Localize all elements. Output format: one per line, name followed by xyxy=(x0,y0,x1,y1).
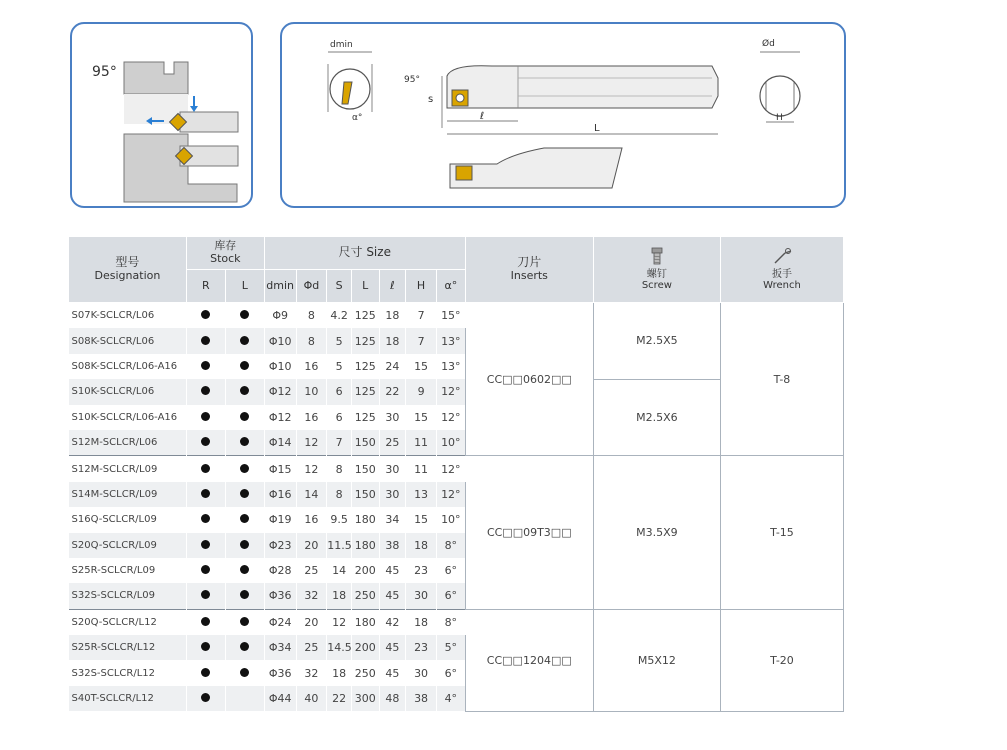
alpha-cell: 6° xyxy=(436,558,465,583)
in-stock-dot xyxy=(240,412,249,421)
in-stock-dot xyxy=(201,336,210,345)
designation-cell: S07K-SCLCR/L06 xyxy=(69,303,187,329)
size-header-title: 尺寸 Size xyxy=(338,245,391,260)
wrench-cell: T-20 xyxy=(720,609,843,711)
L-cell: 125 xyxy=(351,328,379,353)
stock-r-cell xyxy=(186,686,225,711)
designation-cell: S32S-SCLCR/L12 xyxy=(69,660,187,685)
H-col-header: H xyxy=(406,270,437,303)
H-cell: 30 xyxy=(406,583,437,609)
H-cell: 15 xyxy=(406,507,437,532)
designation-cell: S20Q-SCLCR/L09 xyxy=(69,533,187,558)
in-stock-dot xyxy=(240,668,249,677)
stock-l-cell xyxy=(225,354,264,379)
stock-l-cell xyxy=(225,533,264,558)
s-cell: 6 xyxy=(327,379,352,404)
table-row xyxy=(69,609,844,635)
stock-r-cell xyxy=(186,558,225,583)
s-cell: 6 xyxy=(327,405,352,430)
H-cell: 23 xyxy=(406,635,437,660)
dmin-cell: Φ36 xyxy=(264,583,296,609)
dmin-cell: Φ10 xyxy=(264,328,296,353)
l-cell: 45 xyxy=(379,660,406,685)
wrench-header xyxy=(720,237,843,303)
L-cell: 300 xyxy=(351,686,379,711)
dmin-cell: Φ16 xyxy=(264,482,296,507)
in-stock-dot xyxy=(240,464,249,473)
designation-cell: S12M-SCLCR/L09 xyxy=(69,456,187,482)
d-cell: 32 xyxy=(296,660,327,685)
l-cell: 22 xyxy=(379,379,406,404)
stock-l-cell xyxy=(225,609,264,635)
alpha-cell: 13° xyxy=(436,328,465,353)
s-cell: 14.5 xyxy=(327,635,352,660)
alpha-cell: 12° xyxy=(436,405,465,430)
L-cell: 250 xyxy=(351,660,379,685)
designation-cell: S16Q-SCLCR/L09 xyxy=(69,507,187,532)
boring-bar-illustration xyxy=(72,24,255,210)
in-stock-dot xyxy=(240,386,249,395)
d-cell: 14 xyxy=(296,482,327,507)
designation-cell: S12M-SCLCR/L06 xyxy=(69,430,187,456)
L-cell: 125 xyxy=(351,303,379,329)
dmin-cell: Φ28 xyxy=(264,558,296,583)
stock-l-cell xyxy=(225,660,264,685)
designation-cell: S08K-SCLCR/L06 xyxy=(69,328,187,353)
in-stock-dot xyxy=(240,590,249,599)
l-cell: 18 xyxy=(379,328,406,353)
s-cell: 4.2 xyxy=(327,303,352,329)
in-stock-dot xyxy=(201,565,210,574)
s-cell: 11.5 xyxy=(327,533,352,558)
l-cell: 30 xyxy=(379,456,406,482)
in-stock-dot xyxy=(201,386,210,395)
H-cell: 11 xyxy=(406,430,437,456)
wrench-header-cn: 扳手 xyxy=(771,268,792,280)
designation-header-cn: 型号 xyxy=(115,255,140,270)
L-cell: 200 xyxy=(351,558,379,583)
L-cell: 150 xyxy=(351,482,379,507)
in-stock-dot xyxy=(201,642,210,651)
H-cell: 18 xyxy=(406,609,437,635)
dmin-label: dmin xyxy=(330,40,353,50)
in-stock-dot xyxy=(201,361,210,370)
in-stock-dot xyxy=(240,617,249,626)
H-cell: 15 xyxy=(406,354,437,379)
H-cell: 9 xyxy=(406,379,437,404)
screw-icon xyxy=(651,247,663,265)
in-stock-dot xyxy=(201,540,210,549)
dmin-col-header: dmin xyxy=(264,270,296,303)
in-stock-dot xyxy=(201,412,210,421)
dmin-cell: Φ12 xyxy=(264,379,296,404)
in-stock-dot xyxy=(240,361,249,370)
d-label: Ød xyxy=(762,39,775,49)
s-cell: 14 xyxy=(327,558,352,583)
H-cell: 13 xyxy=(406,482,437,507)
stock-r-cell xyxy=(186,660,225,685)
alpha-cell: 12° xyxy=(436,456,465,482)
H-cell: 15 xyxy=(406,405,437,430)
l-cell: 24 xyxy=(379,354,406,379)
d-cell: 20 xyxy=(296,533,327,558)
L-cell: 250 xyxy=(351,583,379,609)
designation-cell: S32S-SCLCR/L09 xyxy=(69,583,187,609)
designation-cell: S08K-SCLCR/L06-A16 xyxy=(69,354,187,379)
L-cell: 125 xyxy=(351,354,379,379)
d-cell: 8 xyxy=(296,303,327,329)
dmin-cell: Φ44 xyxy=(264,686,296,711)
H-cell: 23 xyxy=(406,558,437,583)
l-cell: 45 xyxy=(379,635,406,660)
dmin-cell: Φ23 xyxy=(264,533,296,558)
d-cell: 12 xyxy=(296,430,327,456)
designation-cell: S20Q-SCLCR/L12 xyxy=(69,609,187,635)
d-col-header: Φd xyxy=(296,270,327,303)
L-cell: 180 xyxy=(351,533,379,558)
stock-r-header: R xyxy=(186,270,225,303)
wrench-icon xyxy=(771,247,793,265)
insert-cell: CC□□09T3□□ xyxy=(465,456,593,609)
stock-l-cell xyxy=(225,583,264,609)
size-header xyxy=(264,237,465,270)
dmin-cell: Φ24 xyxy=(264,609,296,635)
in-stock-dot xyxy=(201,514,210,523)
stock-r-cell xyxy=(186,533,225,558)
in-stock-dot xyxy=(240,514,249,523)
L-cell: 150 xyxy=(351,430,379,456)
d-cell: 16 xyxy=(296,354,327,379)
stock-l-cell xyxy=(225,482,264,507)
machining-illustration-panel xyxy=(70,22,253,208)
alpha-cell: 10° xyxy=(436,507,465,532)
l-label: ℓ xyxy=(480,111,485,122)
designation-cell: S14M-SCLCR/L09 xyxy=(69,482,187,507)
in-stock-dot xyxy=(240,437,249,446)
stock-l-cell xyxy=(225,430,264,456)
d-cell: 12 xyxy=(296,456,327,482)
inserts-header-en: Inserts xyxy=(510,269,548,283)
alpha-cell: 12° xyxy=(436,379,465,404)
H-cell: 11 xyxy=(406,456,437,482)
stock-l-cell xyxy=(225,405,264,430)
inserts-header xyxy=(465,237,593,303)
stock-r-cell xyxy=(186,405,225,430)
s-cell: 22 xyxy=(327,686,352,711)
alpha-cell: 8° xyxy=(436,609,465,635)
s-cell: 18 xyxy=(327,583,352,609)
L-label: L xyxy=(594,123,600,134)
d-cell: 16 xyxy=(296,405,327,430)
table-row xyxy=(69,303,844,329)
alpha-cell: 8° xyxy=(436,533,465,558)
in-stock-dot xyxy=(240,565,249,574)
l-cell: 30 xyxy=(379,405,406,430)
screw-header-en: Screw xyxy=(641,280,672,292)
s-cell: 7 xyxy=(327,430,352,456)
H-label: H xyxy=(776,113,783,123)
stock-header-en: Stock xyxy=(210,252,241,265)
l-cell: 38 xyxy=(379,533,406,558)
l-col-header: ℓ xyxy=(379,270,406,303)
in-stock-dot xyxy=(201,464,210,473)
l-cell: 30 xyxy=(379,482,406,507)
stock-r-cell xyxy=(186,609,225,635)
L-col-header: L xyxy=(351,270,379,303)
in-stock-dot xyxy=(240,642,249,651)
screw-cell: M3.5X9 xyxy=(593,456,720,609)
H-cell: 7 xyxy=(406,328,437,353)
angle-label: 95° xyxy=(92,64,117,80)
wrench-header-en: Wrench xyxy=(763,280,801,292)
L-cell: 200 xyxy=(351,635,379,660)
in-stock-dot xyxy=(240,540,249,549)
alpha-cell: 13° xyxy=(436,354,465,379)
stock-header-cn: 库存 xyxy=(214,239,237,253)
s-cell: 9.5 xyxy=(327,507,352,532)
dmin-cell: Φ12 xyxy=(264,405,296,430)
s-cell: 5 xyxy=(327,328,352,353)
designation-cell: S40T-SCLCR/L12 xyxy=(69,686,187,711)
angle-label-right: 95° xyxy=(404,75,420,85)
stock-header xyxy=(186,237,264,270)
designation-cell: S10K-SCLCR/L06-A16 xyxy=(69,405,187,430)
stock-r-cell xyxy=(186,379,225,404)
s-cell: 8 xyxy=(327,456,352,482)
H-cell: 18 xyxy=(406,533,437,558)
dmin-cell: Φ9 xyxy=(264,303,296,329)
in-stock-dot xyxy=(201,437,210,446)
d-cell: 20 xyxy=(296,609,327,635)
L-cell: 180 xyxy=(351,507,379,532)
in-stock-dot xyxy=(201,693,210,702)
wrench-cell: T-15 xyxy=(720,456,843,609)
in-stock-dot xyxy=(201,310,210,319)
stock-r-cell xyxy=(186,635,225,660)
alpha-cell: 6° xyxy=(436,583,465,609)
l-cell: 42 xyxy=(379,609,406,635)
stock-r-cell xyxy=(186,328,225,353)
screw-header-cn: 螺钉 xyxy=(646,268,667,280)
insert-cell: CC□□0602□□ xyxy=(465,303,593,456)
H-cell: 30 xyxy=(406,660,437,685)
stock-r-cell xyxy=(186,583,225,609)
stock-l-cell xyxy=(225,635,264,660)
stock-r-cell xyxy=(186,354,225,379)
designation-cell: S25R-SCLCR/L09 xyxy=(69,558,187,583)
l-cell: 45 xyxy=(379,583,406,609)
dmin-cell: Φ19 xyxy=(264,507,296,532)
s-cell: 18 xyxy=(327,660,352,685)
screw-cell: M5X12 xyxy=(593,609,720,711)
dimension-drawing-panel xyxy=(280,22,846,208)
H-cell: 38 xyxy=(406,686,437,711)
table-row xyxy=(69,456,844,482)
d-cell: 40 xyxy=(296,686,327,711)
alpha-label: α° xyxy=(352,113,363,123)
insert-cell: CC□□1204□□ xyxy=(465,609,593,711)
in-stock-dot xyxy=(201,489,210,498)
L-cell: 150 xyxy=(351,456,379,482)
l-cell: 18 xyxy=(379,303,406,329)
alpha-cell: 12° xyxy=(436,482,465,507)
in-stock-dot xyxy=(201,590,210,599)
in-stock-dot xyxy=(201,617,210,626)
L-cell: 125 xyxy=(351,405,379,430)
d-cell: 16 xyxy=(296,507,327,532)
dmin-cell: Φ14 xyxy=(264,430,296,456)
L-cell: 180 xyxy=(351,609,379,635)
stock-l-cell xyxy=(225,379,264,404)
stock-l-cell xyxy=(225,303,264,329)
dmin-cell: Φ10 xyxy=(264,354,296,379)
s-cell: 8 xyxy=(327,482,352,507)
dmin-cell: Φ34 xyxy=(264,635,296,660)
stock-r-cell xyxy=(186,430,225,456)
stock-l-header: L xyxy=(225,270,264,303)
stock-r-cell xyxy=(186,482,225,507)
alpha-cell: 6° xyxy=(436,660,465,685)
designation-header xyxy=(69,237,187,303)
inserts-header-cn: 刀片 xyxy=(517,255,542,270)
designation-header-en: Designation xyxy=(94,269,161,283)
d-cell: 8 xyxy=(296,328,327,353)
l-cell: 34 xyxy=(379,507,406,532)
H-cell: 7 xyxy=(406,303,437,329)
designation-cell: S10K-SCLCR/L06 xyxy=(69,379,187,404)
s-cell: 12 xyxy=(327,609,352,635)
s-cell: 5 xyxy=(327,354,352,379)
stock-r-cell xyxy=(186,303,225,329)
l-cell: 45 xyxy=(379,558,406,583)
in-stock-dot xyxy=(240,489,249,498)
d-cell: 32 xyxy=(296,583,327,609)
L-cell: 125 xyxy=(351,379,379,404)
l-cell: 48 xyxy=(379,686,406,711)
in-stock-dot xyxy=(201,668,210,677)
d-cell: 25 xyxy=(296,558,327,583)
alpha-cell: 5° xyxy=(436,635,465,660)
alpha-cell: 10° xyxy=(436,430,465,456)
d-cell: 25 xyxy=(296,635,327,660)
alpha-cell: 15° xyxy=(436,303,465,329)
stock-l-cell xyxy=(225,558,264,583)
stock-l-cell xyxy=(225,686,264,711)
in-stock-dot xyxy=(240,310,249,319)
stock-l-cell xyxy=(225,456,264,482)
screw-header xyxy=(593,237,720,303)
wrench-cell: T-8 xyxy=(720,303,843,456)
alpha-cell: 4° xyxy=(436,686,465,711)
dmin-cell: Φ36 xyxy=(264,660,296,685)
designation-cell: S25R-SCLCR/L12 xyxy=(69,635,187,660)
alpha-col-header: α° xyxy=(436,270,465,303)
stock-l-cell xyxy=(225,328,264,353)
stock-r-cell xyxy=(186,456,225,482)
screw-cell: M2.5X5 xyxy=(593,303,720,380)
stock-l-cell xyxy=(225,507,264,532)
s-label: s xyxy=(428,94,434,105)
screw-cell: M2.5X6 xyxy=(593,379,720,456)
dmin-cell: Φ15 xyxy=(264,456,296,482)
stock-r-cell xyxy=(186,507,225,532)
l-cell: 25 xyxy=(379,430,406,456)
d-cell: 10 xyxy=(296,379,327,404)
specification-table xyxy=(68,236,844,712)
in-stock-dot xyxy=(240,336,249,345)
dimension-drawing xyxy=(282,24,848,210)
s-col-header: S xyxy=(327,270,352,303)
